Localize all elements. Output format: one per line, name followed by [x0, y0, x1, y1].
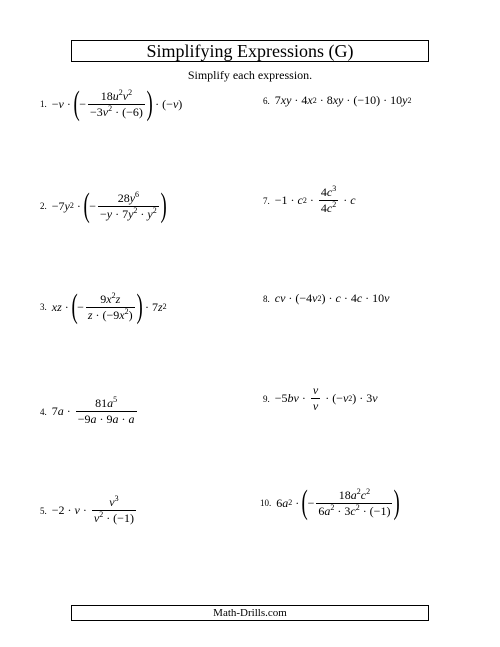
problem-expression: 7 xy · 4 x 2 · 8 xy · (−10) · 10 y 2 [274, 93, 412, 107]
problem-expression: 6 a 2 · ( − $\frac{18a^2c^2}{6a^2 \cdot 3c^2 \cdot (-1)}$ ) [276, 484, 401, 521]
problem-5 [40, 496, 138, 525]
problem-expression: −1 · c 2 · $\frac{4c^3}{4c^2}$ · c [274, 184, 356, 215]
problem-9 [263, 384, 378, 413]
problem-number: 10. [260, 498, 272, 508]
problem-1 [40, 85, 183, 122]
problem-7 [263, 186, 356, 215]
problem-expression: − v · ( − $\frac{18u^2v^2}{-3v^2 \cdot (-6)}$ ) · (− v ) [51, 85, 183, 122]
problem-2 [40, 187, 167, 224]
problem-3 [40, 288, 167, 325]
problem-6 [263, 93, 411, 108]
problem-number: 1. [40, 99, 47, 109]
problem-number: 9. [263, 393, 270, 404]
problem-4 [40, 397, 139, 426]
worksheet-title: Simplifying Expressions (G) [71, 40, 429, 62]
problem-number: 4. [40, 406, 47, 417]
problem-number: 8. [263, 293, 270, 304]
problem-expression: xz · ( − $\frac{9x^2z}{z \cdot (-9x^2)}$ ) · 7 z 2 [51, 288, 167, 325]
problem-number: 3. [40, 302, 47, 312]
problem-expression: −5 bv · $\frac{v}{v}$ · (− v 2 ) · 3 v [274, 383, 378, 413]
problem-10 [260, 484, 401, 521]
instruction-text: Simplify each expression. [187, 68, 313, 82]
problem-number: 2. [40, 201, 47, 211]
problem-expression: 7 a · $\frac{81a^5}{-9a \cdot 9a \cdot a}$ [51, 395, 135, 426]
problem-8 [263, 291, 389, 306]
problem-expression: cv · (−4 v 2 ) · c · 4 c · 10 v [274, 291, 390, 305]
problem-expression: −7 y 2 · ( − $\frac{28y^6}{-y \cdot 7y^2 \cdot y^2}$ ) [51, 187, 167, 224]
footer-site-name: Math-Drills.com [71, 605, 429, 621]
problem-number: 6. [263, 95, 270, 106]
problem-number: 5. [40, 505, 47, 516]
problem-number: 7. [263, 195, 270, 206]
problem-expression: −2 · v · $\frac{v^3}{v^2 \cdot (-1)}$ [51, 494, 134, 525]
